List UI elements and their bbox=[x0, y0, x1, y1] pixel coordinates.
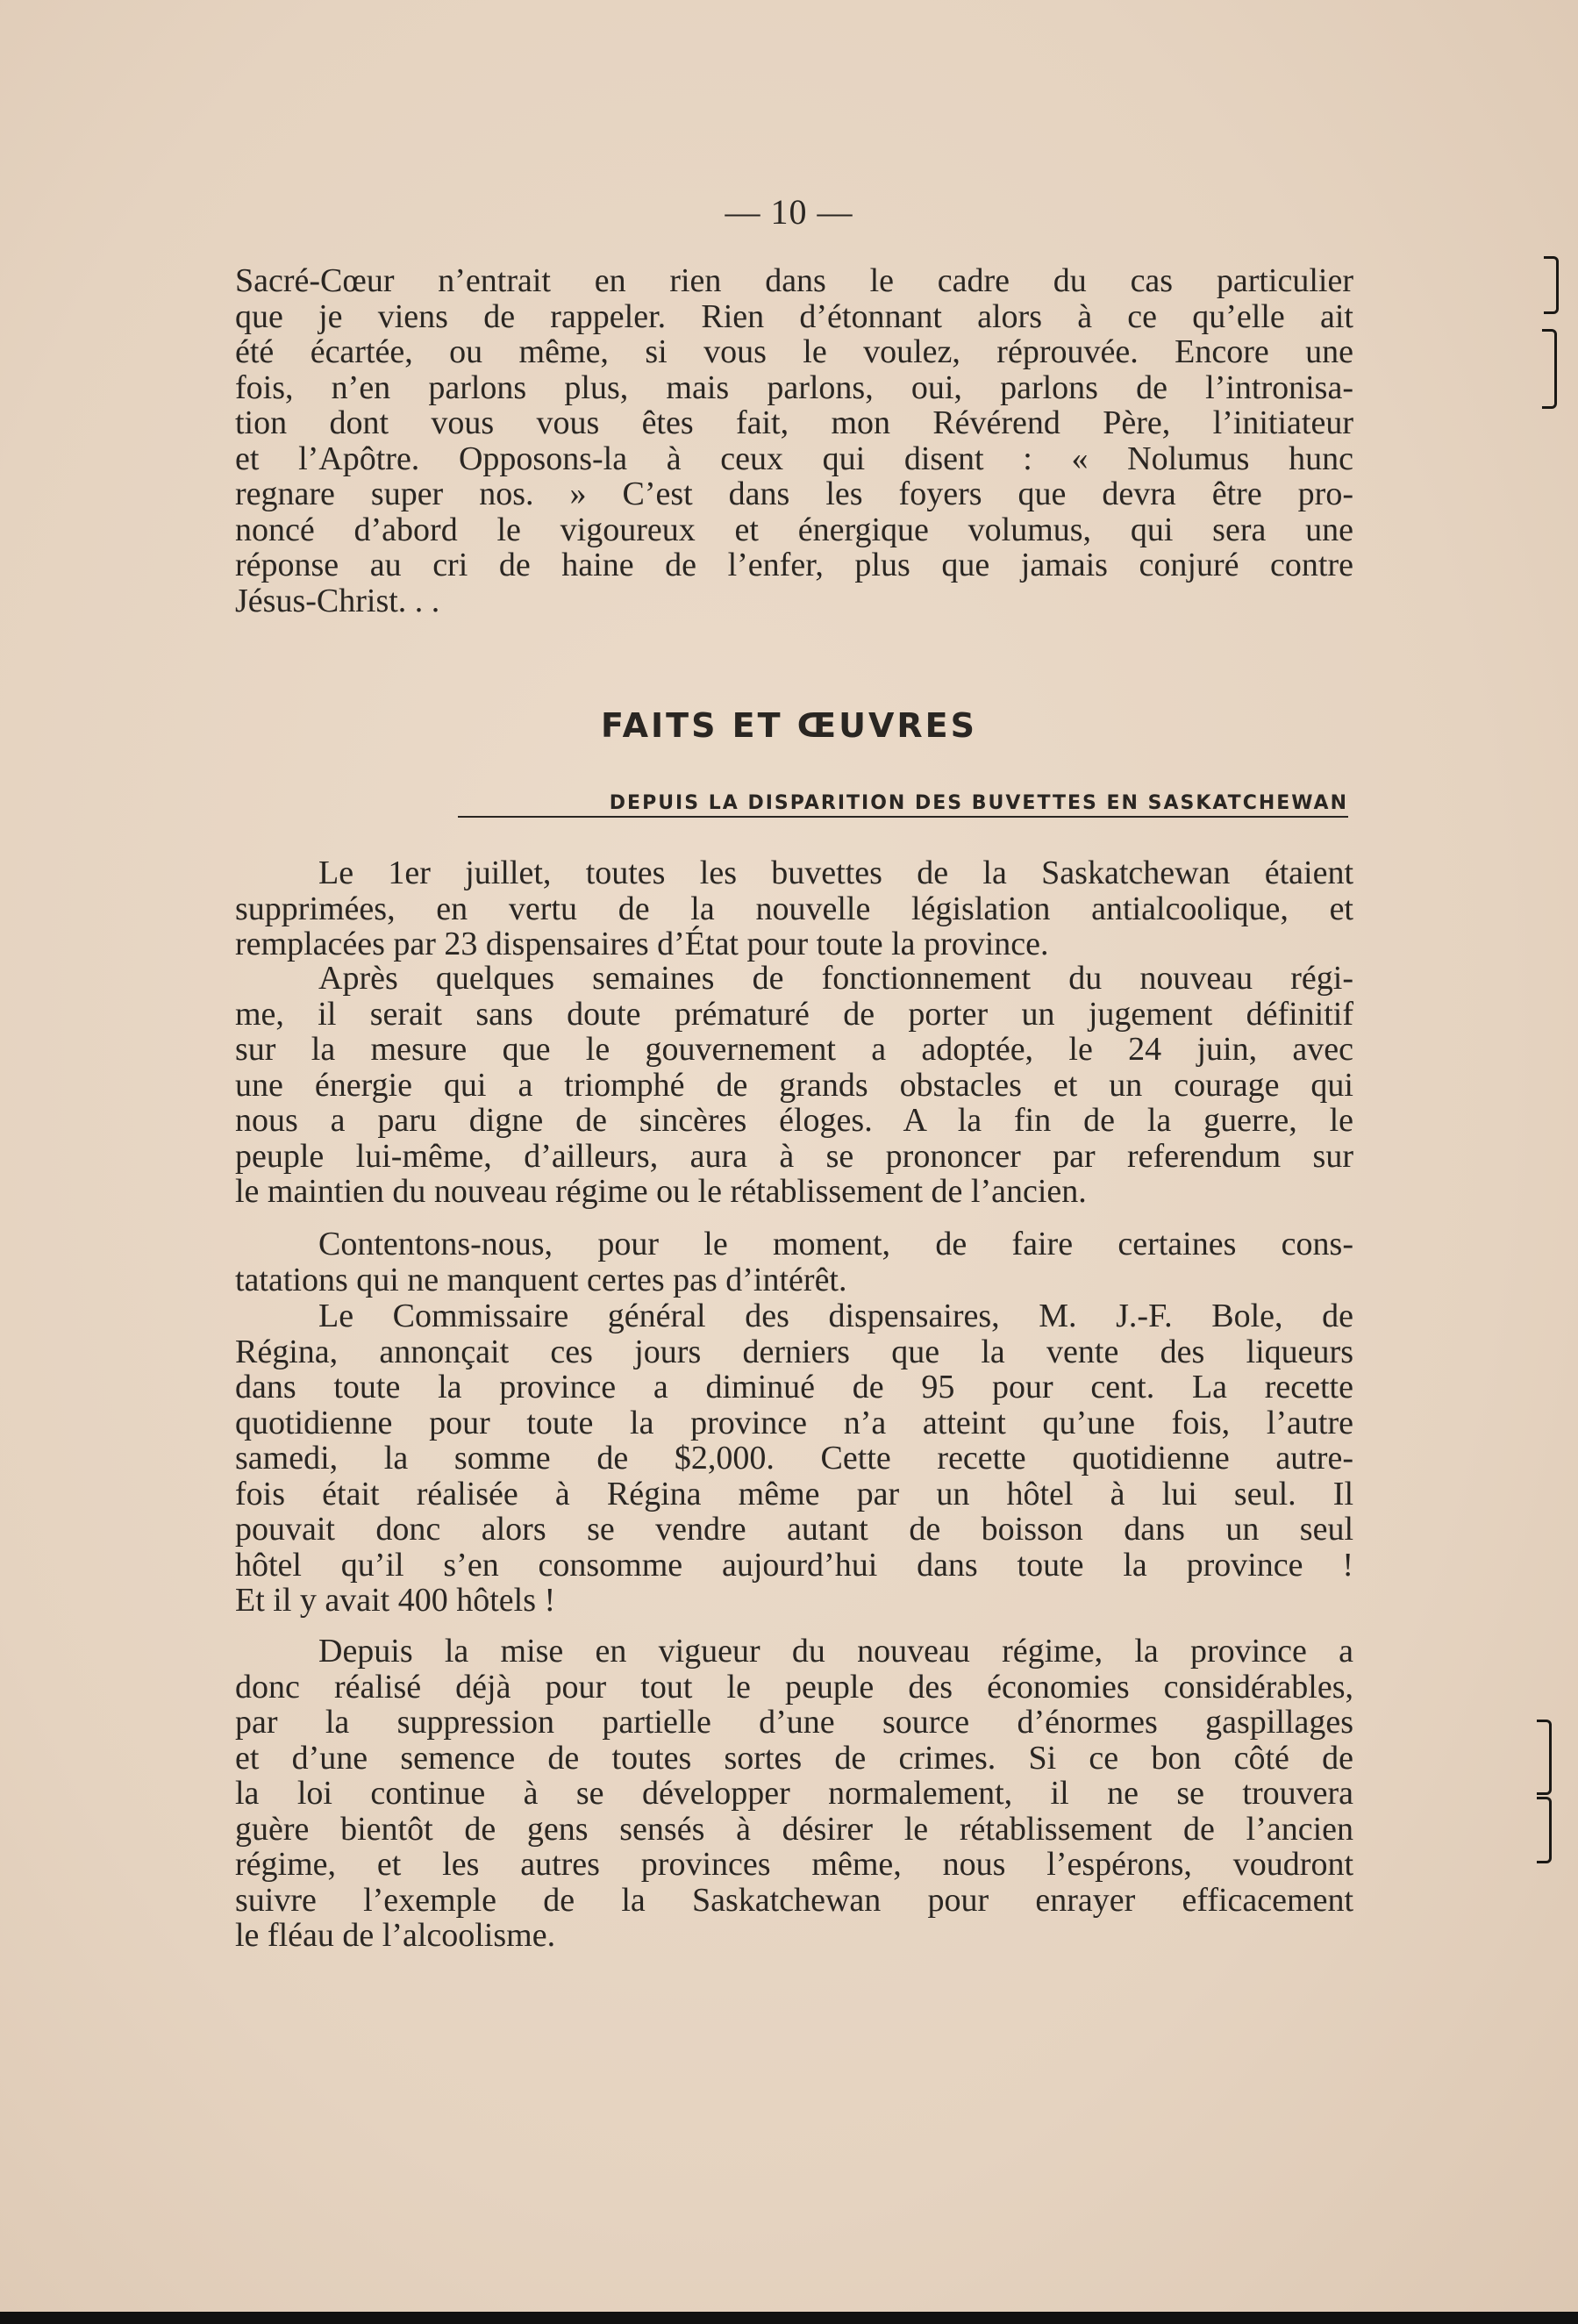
text-line: suivre l’exemple de la Saskatchewan pour enrayer efficacement bbox=[235, 1881, 1353, 1919]
paragraph-4 bbox=[235, 1226, 1353, 1298]
text-line: pouvait donc alors se vendre autant de boisson dans un seul bbox=[235, 1511, 1353, 1548]
text-line: Le 1er juillet, toutes les buvettes de la Saskatchewan étaient bbox=[318, 855, 1353, 891]
page-number: — 10 — bbox=[725, 192, 853, 232]
staple-mark-top-lower bbox=[1542, 329, 1557, 409]
text-line: Régina, annonçait ces jours derniers que la vente des liqueurs bbox=[235, 1333, 1353, 1370]
staple-mark-bottom bbox=[1537, 1720, 1552, 1795]
text-line: guère bientôt de gens sensés à désirer le rétablissement de l’ancien bbox=[235, 1810, 1353, 1848]
paragraph-3 bbox=[235, 961, 1353, 1210]
text-line: noncé d’abord le vigoureux et énergique volumus, qui sera une bbox=[235, 511, 1353, 548]
text-line: et l’Apôtre. Opposons-la à ceux qui disent : « Nolumus hunc bbox=[235, 440, 1353, 477]
text-line: remplacées par 23 dispensaires d’État pour toute la province. bbox=[235, 926, 1049, 962]
paragraph-2 bbox=[235, 855, 1353, 962]
staple-mark-bottom-lower bbox=[1537, 1797, 1552, 1863]
text-line: peuple lui-même, d’ailleurs, aura à se prononcer par referendum sur bbox=[235, 1137, 1353, 1175]
text-line: nous a paru digne de sincères éloges. A la fin de la guerre, le bbox=[235, 1102, 1353, 1139]
scan-edge bbox=[0, 2312, 1578, 2324]
text-line: Contentons-nous, pour le moment, de faire certaines cons- bbox=[318, 1226, 1353, 1262]
text-line: fois était réalisée à Régina même par un hôtel à lui seul. Il bbox=[235, 1475, 1353, 1512]
text-line: regnare super nos. » C’est dans les foyers que devra être pro- bbox=[235, 476, 1353, 512]
text-line: fois, n’en parlons plus, mais parlons, oui, parlons de l’intronisa- bbox=[235, 368, 1353, 406]
text-line: été écartée, ou même, si vous le voulez, réprouvée. Encore une bbox=[235, 333, 1353, 370]
text-line: tion dont vous vous êtes fait, mon Révérend Père, l’initiateur bbox=[235, 404, 1353, 441]
paragraph-6 bbox=[235, 1634, 1353, 1954]
text-line: Après quelques semaines de fonctionnement du nouveau régi- bbox=[318, 960, 1353, 997]
text-line: samedi, la somme de $2,000. Cette recette quotidienne autre- bbox=[235, 1440, 1353, 1477]
text-line: réponse au cri de haine de l’enfer, plus que jamais conjuré contre bbox=[235, 547, 1353, 583]
text-line: une énergie qui a triomphé de grands obstacles et un courage qui bbox=[235, 1066, 1353, 1104]
section-title: FAITS ET ŒUVRES bbox=[601, 706, 977, 745]
text-line: Sacré-Cœur n’entrait en rien dans le cadre du cas particulier bbox=[235, 262, 1353, 299]
text-line: Le Commissaire général des dispensaires, M. J.-F. Bole, de bbox=[318, 1298, 1353, 1334]
text-line: Depuis la mise en vigueur du nouveau régime, la province a bbox=[318, 1633, 1353, 1670]
text-line: Jésus-Christ. . . bbox=[235, 582, 440, 619]
text-line: hôtel qu’il s’en consomme aujourd’hui dans toute la province ! bbox=[235, 1546, 1353, 1584]
text-line: le maintien du nouveau régime ou le rétablissement de l’ancien. bbox=[235, 1173, 1087, 1210]
text-line: régime, et les autres provinces même, nous l’espérons, voudront bbox=[235, 1846, 1353, 1883]
text-line: sur la mesure que le gouvernement a adoptée, le 24 juin, avec bbox=[235, 1031, 1353, 1068]
text-line: me, il serait sans doute prématuré de porter un jugement définitif bbox=[235, 995, 1353, 1033]
text-line: et d’une semence de toutes sortes de crimes. Si ce bon côté de bbox=[235, 1739, 1353, 1777]
staple-mark-top bbox=[1544, 256, 1559, 314]
text-line: par la suppression partielle d’une source d’énormes gaspillages bbox=[235, 1704, 1353, 1741]
text-line: la loi continue à se développer normalement, il ne se trouvera bbox=[235, 1775, 1353, 1812]
text-line: le fléau de l’alcoolisme. bbox=[235, 1917, 556, 1954]
text-line: quotidienne pour toute la province n’a atteint qu’une fois, l’autre bbox=[235, 1404, 1353, 1441]
text-line: supprimées, en vertu de la nouvelle législation antialcoolique, et bbox=[235, 890, 1353, 927]
text-line: dans toute la province a diminué de 95 pour cent. La recette bbox=[235, 1369, 1353, 1405]
text-line: donc réalisé déjà pour tout le peuple des économies considérables, bbox=[235, 1668, 1353, 1705]
text-line: Et il y avait 400 hôtels ! bbox=[235, 1582, 556, 1619]
paragraph-5 bbox=[235, 1298, 1353, 1619]
section-subtitle: DEPUIS LA DISPARITION DES BUVETTES EN SASKATCHEWAN bbox=[458, 792, 1348, 818]
text-line: que je viens de rappeler. Rien d’étonnant alors à ce qu’elle ait bbox=[235, 297, 1353, 335]
paragraph-1 bbox=[235, 263, 1353, 619]
text-line: tatations qui ne manquent certes pas d’intérêt. bbox=[235, 1261, 847, 1298]
